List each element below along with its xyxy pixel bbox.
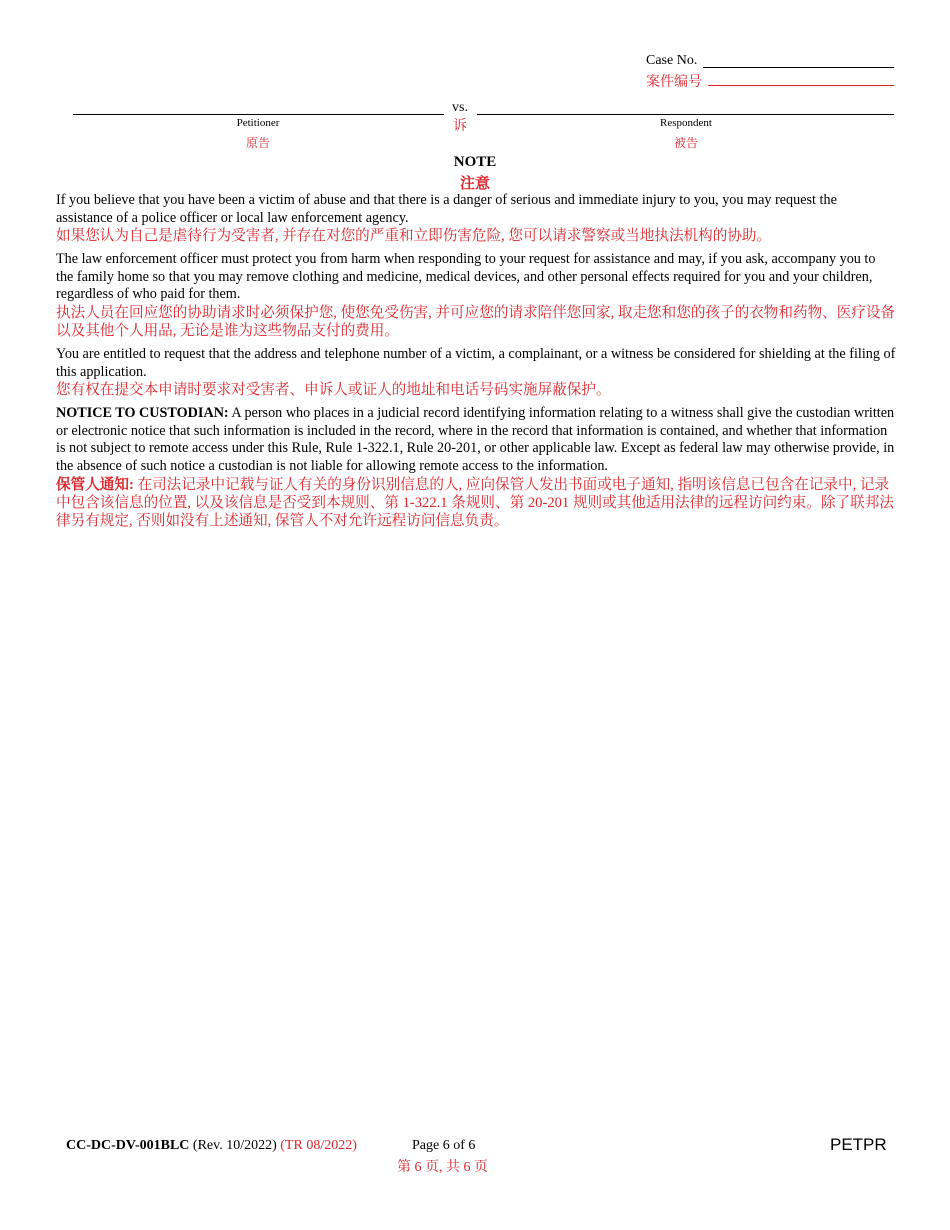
paragraph-zh: 执法人员在回应您的协助请求时必须保护您, 使您免受伤害, 并可应您的请求陪伴您回家, 取走您和您的孩子的衣物和药物、医疗设备以及其他个人用品, 无论是谁为这些物品支付的费用。 <box>56 304 896 339</box>
form-code: PETPR <box>830 1135 887 1154</box>
case-no-field[interactable] <box>703 67 894 68</box>
case-no-label-zh: 案件编号 <box>646 75 702 90</box>
note-paragraph <box>56 251 896 340</box>
custodian-notice-label-zh: 保管人通知: <box>56 476 134 493</box>
vs-label-zh: 诉 <box>453 119 467 134</box>
custodian-notice-zh <box>56 476 896 530</box>
note-title: NOTE <box>453 154 497 170</box>
page-number-zh: 第 6 页, 共 6 页 <box>397 1160 488 1175</box>
petitioner-label: Petitioner <box>236 117 280 129</box>
note-title-zh: 注意 <box>459 176 490 192</box>
respondent-field[interactable] <box>477 114 894 115</box>
respondent-label: Respondent <box>660 117 712 129</box>
petitioner-field[interactable] <box>73 114 444 115</box>
note-paragraph <box>56 346 896 399</box>
paragraph-zh: 您有权在提交本申请时要求对受害者、申诉人或证人的地址和电话号码实施屏蔽保护。 <box>56 382 611 399</box>
paragraph-zh: 如果您认为自己是虐待行为受害者, 并存在对您的严重和立即伤害危险, 您可以请求警察或当地执法机构的协助。 <box>56 228 772 245</box>
paragraph-en: You are entitled to request that the address and telephone number of a victim, a complainant, or a witness be considered for shielding at the filing of this application. <box>56 345 896 380</box>
note-paragraph <box>56 192 896 245</box>
respondent-label-zh: 被告 <box>673 136 698 150</box>
form-revision: (Rev. 10/2022) <box>189 1138 277 1153</box>
page-number: Page 6 of 6 <box>412 1138 476 1153</box>
form-id: CC-DC-DV-001BLC <box>66 1138 190 1153</box>
custodian-notice <box>56 405 896 529</box>
note-body <box>56 192 896 536</box>
custodian-notice-label: NOTICE TO CUSTODIAN: <box>56 405 229 422</box>
form-translation-revision: (TR 08/2022) <box>276 1138 357 1153</box>
petitioner-label-zh: 原告 <box>245 136 270 150</box>
custodian-notice-en <box>56 405 896 475</box>
vs-label: vs. <box>452 100 468 115</box>
custodian-notice-text-zh: 在司法记录中记载与证人有关的身份识别信息的人, 应向保管人发出书面或电子通知, 指明该信息已包含在记录中, 记录中包含该信息的位置, 以及该信息是否受到本规则、第 1-322.1 条规则、第 20-201 规则或其他适用法律的远程访问约束。除了联邦法律另有规定, 否则如没有上述通知, 保管人不对允许远程访问信息负责。 <box>56 476 894 529</box>
case-no-field-zh[interactable] <box>708 85 894 86</box>
custodian-notice-text: A person who places in a judicial record identifying information relating to a witness shall give the custodian written or electronic notice that such information is included in the record, where in the record that information is contained, and whether that information is not subject to remote access under this Rule, Rule 1-322.1, Rule 20-201, or other applicable law. Except as federal law may otherwise provide, in the absence of such notice a custodian is not liable for allowing remote access to the information. <box>56 405 895 474</box>
footer-form-id <box>66 1138 357 1154</box>
case-no-label: Case No. <box>646 53 698 68</box>
paragraph-en: The law enforcement officer must protect you from harm when responding to your request for assistance and may, if you ask, accompany you to the family home so that you may remove clothing and medicine, medical devices, and other personal effects required for you and your children, regardless of who paid for them. <box>56 251 876 303</box>
paragraph-en: If you believe that you have been a victim of abuse and that there is a danger of serious and immediate injury to you, you may request the assistance of a police officer or local law enforcement agency. <box>56 192 837 226</box>
